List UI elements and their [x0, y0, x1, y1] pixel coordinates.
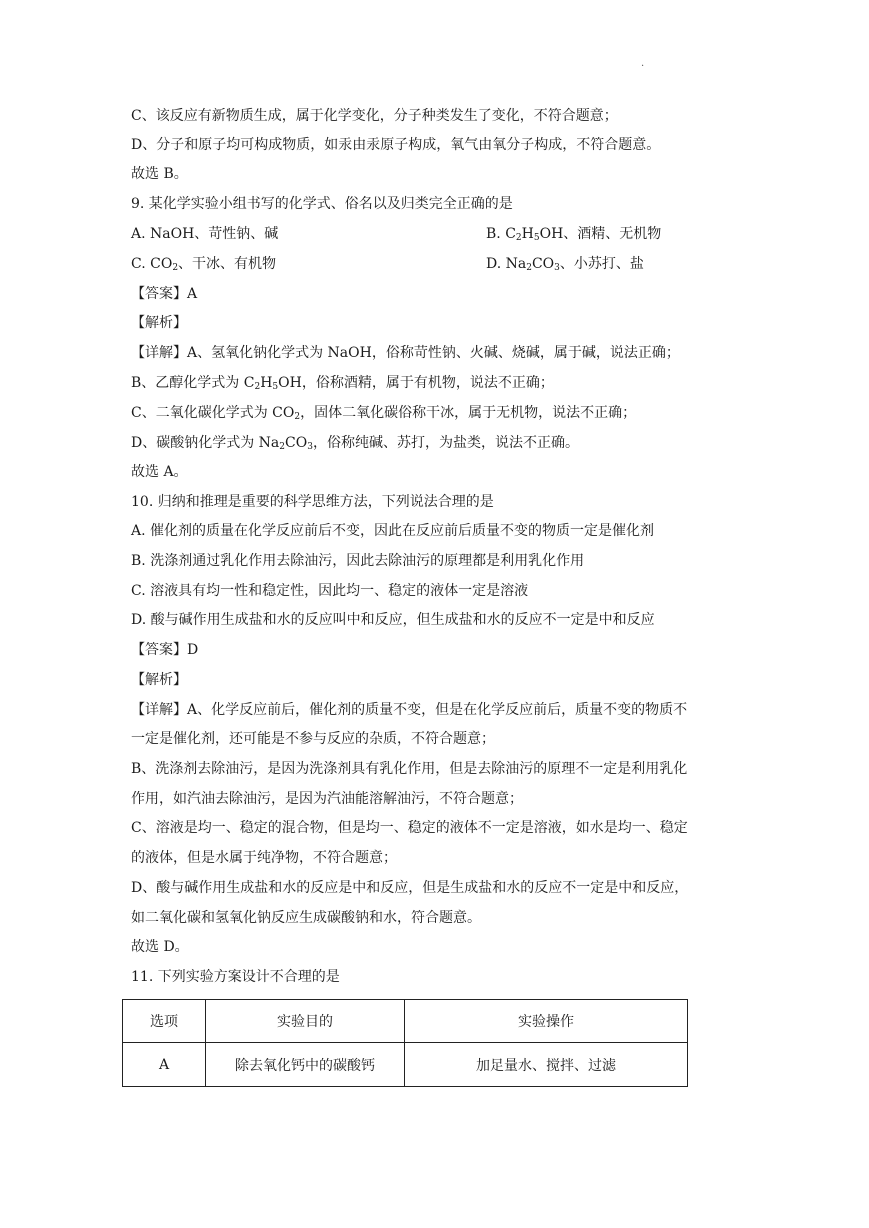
- text-line: C、该反应有新物质生成，属于化学变化，分子种类发生了变化，不符合题意；: [131, 108, 618, 124]
- table-header-cell: 实验目的: [206, 1000, 405, 1043]
- table-header-cell: 实验操作: [405, 1000, 688, 1043]
- q9-detail-d-text: ，俗称纯碱、苏打，为盐类，说法不正确。: [312, 435, 579, 451]
- subscript: 3: [307, 442, 313, 452]
- subscript: 2: [515, 233, 522, 243]
- q10-detail-line: 的液体，但是水属于纯净物，不符合题意；: [131, 850, 397, 866]
- q9-detail-b-text: OH，俗称酒精，属于有机物，说法不正确；: [278, 375, 554, 391]
- subscript: 2: [279, 442, 286, 452]
- q9-option-c-text: C. CO: [131, 256, 173, 272]
- q10-option-b: B. 洗涤剂通过乳化作用去除油污，因此去除油污的原理都是利用乳化作用: [131, 553, 585, 569]
- q9-detail-b-text: H: [260, 375, 273, 391]
- q10-detail-line: 一定是催化剂，还可能是不参与反应的杂质，不符合题意；: [131, 731, 495, 747]
- question-10-stem: 10. 归纳和推理是重要的科学思维方法，下列说法合理的是: [131, 494, 494, 510]
- q9-option-d-text: CO: [531, 256, 555, 272]
- q9-detail-b: [131, 373, 554, 397]
- table-header-cell: 选项: [123, 1000, 206, 1043]
- table-cell: 除去氧化钙中的碳酸钙: [206, 1043, 405, 1087]
- q9-detail-c: [131, 403, 636, 427]
- q10-detail-line: B、洗涤剂去除油污，是因为洗涤剂具有乳化作用，但是去除油污的原理不一定是利用乳化: [131, 761, 688, 777]
- q9-option-b: [486, 224, 661, 248]
- subscript: 2: [526, 263, 532, 273]
- q10-analysis-label: 【解析】: [131, 672, 187, 688]
- table-cell: A: [123, 1043, 206, 1087]
- q10-final: 故选 D。: [131, 939, 189, 955]
- q9-detail-c-text: ，固体二氧化碳俗称干冰，属于无机物，说法不正确；: [300, 405, 637, 421]
- q9-detail-b-text: B、乙醇化学式为 C: [131, 375, 255, 391]
- q10-detail-line: C、溶液是均一、稳定的混合物，但是均一、稳定的液体不一定是溶液，如水是均一、稳定: [131, 820, 688, 836]
- text-line: 故选 B。: [131, 166, 188, 182]
- table-cell: 加足量水、搅拌、过滤: [405, 1043, 688, 1087]
- q9-option-b-text: H: [521, 226, 534, 242]
- q9-analysis-label: 【解析】: [131, 315, 187, 331]
- q9-option-d: [486, 254, 644, 278]
- page-dot: .: [641, 58, 645, 69]
- q10-option-a: A. 催化剂的质量在化学反应前后不变，因此在反应前后质量不变的物质一定是催化剂: [131, 523, 655, 539]
- q9-detail-c-text: C、二氧化碳化学式为 CO: [131, 405, 295, 421]
- q10-option-c: C. 溶液具有均一性和稳定性，因此均一、稳定的液体一定是溶液: [131, 583, 529, 599]
- q9-option-c: [131, 254, 276, 278]
- text-line: D、分子和原子均可构成物质，如汞由汞原子构成，氧气由氧分子构成，不符合题意。: [131, 137, 661, 153]
- q11-table: [122, 999, 688, 1087]
- q9-option-c-text: 、干冰、有机物: [178, 256, 277, 272]
- q9-detail-a: 【详解】A、氢氧化钠化学式为 NaOH，俗称苛性钠、火碱、烧碱，属于碱，说法正确；: [131, 345, 680, 361]
- q9-option-b-text: OH、酒精、无机物: [539, 226, 662, 242]
- q10-detail-line: D、酸与碱作用生成盐和水的反应是中和反应，但是生成盐和水的反应不一定是中和反应，: [131, 880, 689, 896]
- q9-answer: 【答案】A: [131, 286, 198, 302]
- subscript: 2: [254, 382, 261, 392]
- q10-answer: 【答案】D: [131, 642, 199, 658]
- subscript: 5: [533, 233, 540, 243]
- subscript: 2: [294, 412, 301, 422]
- q9-option-b-text: B. C: [486, 226, 516, 242]
- q9-detail-d-text: CO: [285, 435, 308, 451]
- subscript: 3: [554, 263, 560, 273]
- q10-detail-line: 作用，如汽油去除油污，是因为汽油能溶解油污，不符合题意；: [131, 791, 523, 807]
- q9-option-d-text: 、小苏打、盐: [559, 256, 644, 272]
- question-11-stem: 11. 下列实验方案设计不合理的是: [131, 969, 340, 985]
- subscript: 5: [272, 382, 279, 392]
- q10-option-d: D. 酸与碱作用生成盐和水的反应叫中和反应，但生成盐和水的反应不一定是中和反应: [131, 612, 655, 628]
- q9-final: 故选 A。: [131, 464, 188, 480]
- subscript: 2: [172, 263, 179, 273]
- q10-detail-line: 如二氧化碳和氢氧化钠反应生成碳酸钠和水，符合题意。: [131, 910, 481, 926]
- q10-detail-line: 【详解】A、化学反应前后，催化剂的质量不变，但是在化学反应前后，质量不变的物质不: [131, 702, 688, 718]
- table-row: [123, 1043, 688, 1087]
- q9-detail-d-text: D、碳酸钠化学式为 Na: [131, 435, 280, 451]
- q9-option-d-text: D. Na: [486, 256, 527, 272]
- q9-option-a: A. NaOH、苛性钠、碱: [131, 226, 279, 242]
- q9-detail-d: [131, 433, 579, 457]
- question-9-stem: 9. 某化学实验小组书写的化学式、俗名以及归类完全正确的是: [131, 196, 513, 212]
- table-header-row: [123, 1000, 688, 1043]
